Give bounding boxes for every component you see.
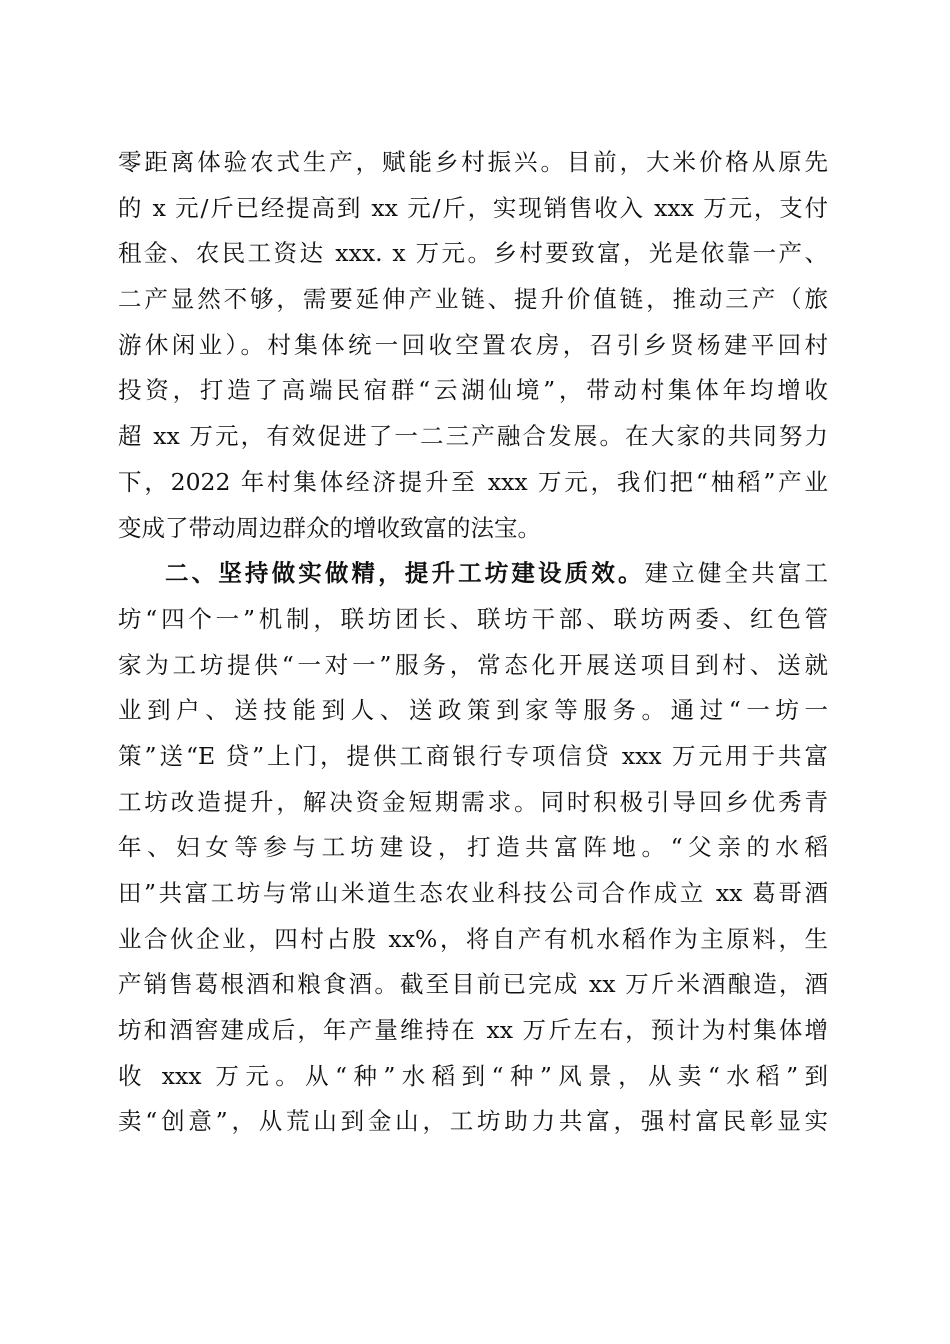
text-line: 二产显然不够，需要延伸产业链、提升价值链，推动三产（旅: [118, 285, 828, 314]
text-line: 策”送“E 贷”上门，提供工商银行专项信贷 xxx 万元用于共富: [118, 741, 828, 770]
text-line: 产销售葛根酒和粮食酒。截至目前已完成 xx 万斤米酒酿造，酒: [118, 970, 828, 999]
text-line: 坊“四个一”机制，联坊团长、联坊干部、联坊两委、红色管: [118, 604, 828, 633]
text-line: 田”共富工坊与常山米道生态农业科技公司合作成立 xx 葛哥酒: [118, 879, 828, 907]
text-line: 租金、农民工资达 xxx. x 万元。乡村要致富，光是依靠一产、: [118, 239, 828, 268]
text-line: 业合伙企业，四村占股 xx%，将自产有机水稻作为主原料，生: [118, 924, 828, 953]
text-line: 超 xx 万元，有效促进了一二三产融合发展。在大家的共同努力: [118, 422, 828, 451]
text-line: 家为工坊提供“一对一”服务，常态化开展送项目到村、送就: [118, 650, 828, 679]
text-line: 业到户、送技能到人、送政策到家等服务。通过“一坊一: [118, 696, 828, 725]
text-line: 收 xxx 万元。从“种”水稻到“种”风景，从卖“水稻”到: [118, 1061, 828, 1090]
text-line: 坊和酒窖建成后，年产量维持在 xx 万斤左右，预计为村集体增: [118, 1016, 828, 1045]
heading-line: [118, 551, 828, 597]
heading-line-text: 建立健全共富工: [644, 559, 828, 588]
document-body: [118, 140, 828, 1145]
text-line: 工坊改造提升，解决资金短期需求。同时积极引导回乡优秀青: [118, 787, 828, 816]
text-line: 卖“创意”，从荒山到金山，工坊助力共富，强村富民彰显实: [118, 1107, 828, 1136]
text-line: 的 x 元/斤已经提高到 xx 元/斤，实现销售收入 xxx 万元，支付: [118, 193, 828, 222]
text-line: 变成了带动周边群众的增收致富的法宝。: [118, 513, 541, 542]
text-line: 投资，打造了高端民宿群“云湖仙境”，带动村集体年均增收: [118, 376, 828, 405]
section-heading: 二、坚持做实做精，提升工坊建设质效。: [165, 559, 645, 588]
text-line: 游休闲业）。村集体统一回收空置农房，召引乡贤杨建平回村: [118, 330, 828, 359]
text-line: 下，2022 年村集体经济提升至 xxx 万元，我们把“柚稻”产业: [118, 467, 828, 496]
text-line: 零距离体验农式生产，赋能乡村振兴。目前，大米价格从原先: [118, 148, 828, 176]
paragraph-1: [118, 140, 828, 551]
paragraph-2: [118, 551, 828, 1145]
text-line: 年、妇女等参与工坊建设，打造共富阵地。“父亲的水稻: [118, 833, 828, 862]
